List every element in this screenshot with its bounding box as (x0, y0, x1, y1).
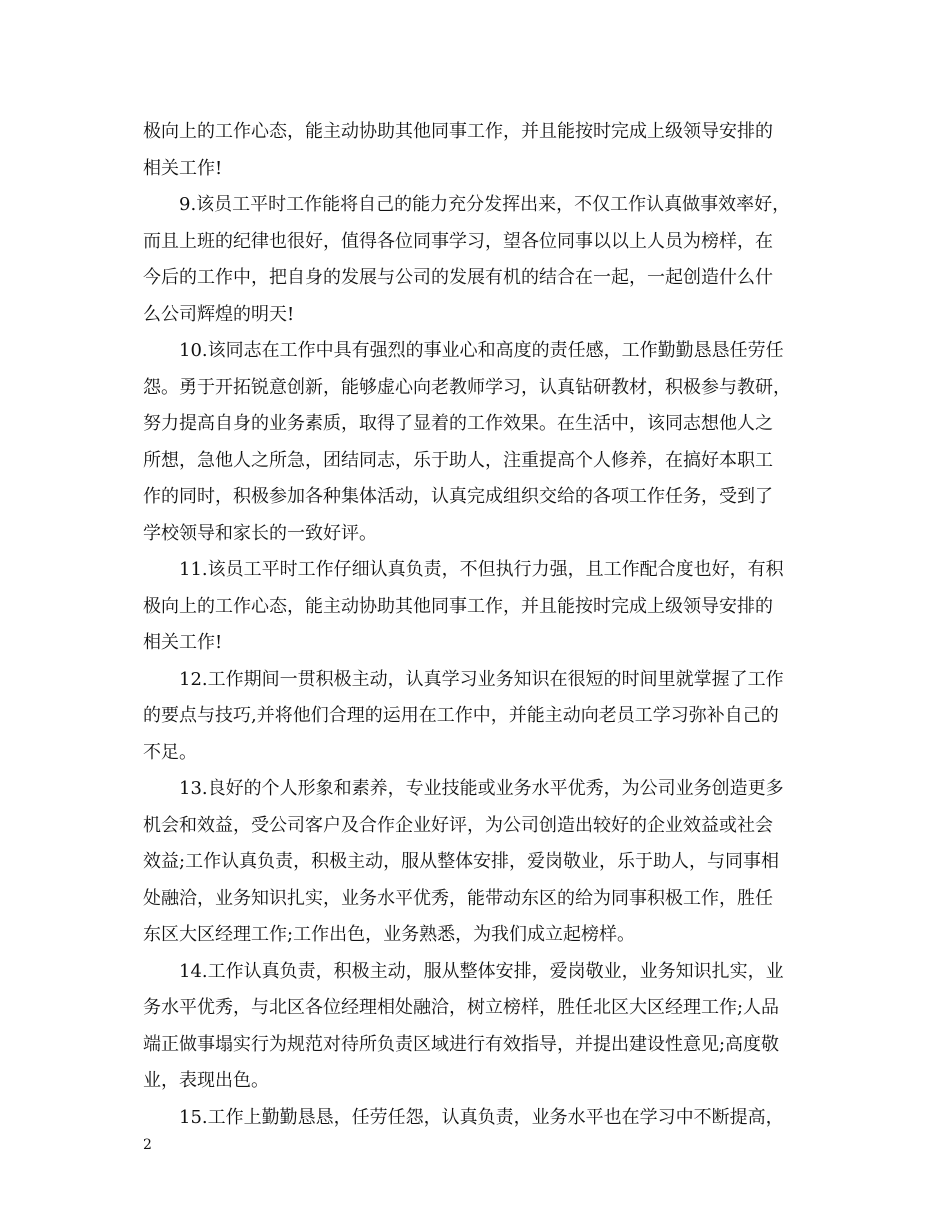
text-line: 效益;工作认真负责，积极主动，服从整体安排，爱岗敬业，乐于助人，与同事相 (143, 851, 780, 872)
text-line: 的要点与技巧,并将他们合理的运用在工作中，并能主动向老员工学习弥补自己的 (143, 705, 779, 726)
text-line: 10.该同志在工作中具有强烈的事业心和高度的责任感，工作勤勤恳恳任劳任 (179, 340, 784, 361)
text-line: 机会和效益，受公司客户及合作企业好评，为公司创造出较好的企业效益或社会 (143, 814, 773, 836)
text-line: 学校领导和家长的一致好评。 (143, 522, 377, 544)
text-line: 不足。 (143, 741, 197, 763)
text-line: 11.该员工平时工作仔细认真负责，不但执行力强，且工作配合度也好，有积 (179, 559, 784, 580)
text-line: 9.该员工平时工作能将自己的能力充分发挥出来，不仅工作认真做事效率好， (179, 194, 791, 215)
text-line: 而且上班的纪律也很好，值得各位同事学习，望各位同事以以上人员为榜样，在 (143, 230, 773, 252)
text-line: 么公司辉煌的明天! (143, 303, 295, 325)
text-line: 12.工作期间一贯积极主动，认真学习业务知识在很短的时间里就掌握了工作 (179, 668, 784, 690)
text-line: 务水平优秀，与北区各位经理相处融洽，树立榜样，胜任北区大区经理工作;人品 (143, 997, 780, 1018)
text-line: 怨。勇于开拓锐意创新，能够虚心向老教师学习，认真钻研教材，积极参与教研， (143, 376, 791, 398)
text-line: 作的同时，积极参加各种集体活动，认真完成组织交给的各项工作任务，受到了 (143, 486, 773, 507)
text-line: 业，表现出色。 (143, 1070, 269, 1091)
text-line: 端正做事塌实行为规范对待所负责区域进行有效指导，并提出建设性意见;高度敬 (143, 1033, 780, 1055)
text-line: 极向上的工作心态，能主动协助其他同事工作，并且能按时完成上级领导安排的 (143, 121, 773, 142)
page-number: 2 (143, 1137, 152, 1153)
text-line: 努力提高自身的业务素质，取得了显着的工作效果。在生活中，该同志想他人之 (143, 413, 773, 434)
text-line: 所想，急他人之所急，团结同志，乐于助人，注重提高个人修养，在搞好本职工 (143, 449, 773, 471)
text-line: 15.工作上勤勤恳恳，任劳任怨，认真负责，业务水平也在学习中不断提高， (179, 1106, 784, 1128)
text-line: 处融洽，业务知识扎实，业务水平优秀，能带动东区的给为同事积极工作，胜任 (143, 887, 773, 909)
text-line: 极向上的工作心态，能主动协助其他同事工作，并且能按时完成上级领导安排的 (143, 595, 773, 617)
text-line: 13.良好的个人形象和素养，专业技能或业务水平优秀，为公司业务创造更多 (179, 778, 784, 799)
text-line: 14.工作认真负责，积极主动，服从整体安排，爱岗敬业，业务知识扎实，业 (179, 960, 784, 982)
text-line: 今后的工作中，把自身的发展与公司的发展有机的结合在一起，一起创造什么什 (143, 267, 773, 288)
text-line: 相关工作! (143, 157, 223, 179)
text-line: 相关工作! (143, 632, 223, 653)
text-line: 东区大区经理工作;工作出色，业务熟悉，为我们成立起榜样。 (143, 924, 636, 945)
body-text (143, 114, 811, 1136)
